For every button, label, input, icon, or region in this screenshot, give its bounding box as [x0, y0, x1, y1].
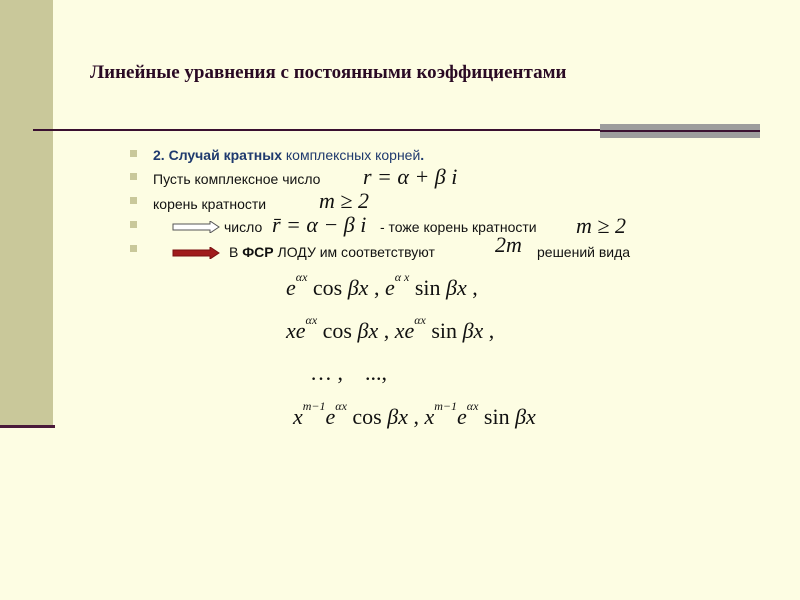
- formula-func: sin: [414, 275, 441, 300]
- hollow-arrow-icon: [172, 221, 220, 233]
- formula-exponent: m−1: [302, 399, 326, 413]
- item-text: корень кратности: [153, 196, 267, 212]
- formula-exponent: αx: [305, 313, 318, 327]
- formula-separator: ,: [472, 275, 478, 300]
- title-divider-accent: [600, 124, 760, 138]
- item-text: ЛОДУ им соответствуют: [273, 244, 435, 260]
- item-number: 2.: [153, 147, 169, 163]
- red-arrow-icon: [172, 247, 220, 259]
- item-text: комплексных корней: [282, 147, 421, 163]
- formula-term: βx: [462, 318, 484, 343]
- formula-term: e: [286, 275, 296, 300]
- item-text: число: [224, 219, 263, 235]
- formula-term: x: [293, 404, 303, 429]
- formula-term: e: [457, 404, 467, 429]
- bullet-square: [130, 173, 137, 180]
- formula-func: cos: [352, 404, 382, 429]
- item-dot: .: [420, 147, 425, 163]
- formula-func: sin: [483, 404, 510, 429]
- formula-func: cos: [312, 275, 343, 300]
- math-expression: 2m: [495, 232, 522, 257]
- math-expression: r = α + β i: [363, 164, 458, 189]
- formula-term: βx: [446, 275, 467, 300]
- bullet-square: [130, 150, 137, 157]
- formula-term: xe: [286, 318, 306, 343]
- bullet-square: [130, 221, 137, 228]
- formula-exponent: αx: [295, 270, 308, 284]
- list-item: [153, 147, 424, 163]
- formula-row-1: [286, 270, 478, 301]
- formula-term: e: [325, 404, 336, 429]
- formula-separator: ,: [373, 275, 380, 300]
- formula-term: βx: [357, 318, 379, 343]
- formula-exponent: αx: [335, 399, 347, 413]
- formula-exponent: αx: [466, 399, 479, 413]
- formula-term: x: [424, 404, 435, 429]
- formula-exponent: m−1: [434, 399, 458, 413]
- math-expression: r̄ = α − β i: [272, 212, 367, 237]
- item-prefix: В: [229, 244, 243, 260]
- formula-row-2: [286, 313, 495, 344]
- formula-func: cos: [322, 318, 352, 343]
- bullet-square: [130, 197, 137, 204]
- item-bold-text: Случай кратных: [168, 147, 282, 163]
- formula-func: sin: [431, 318, 458, 343]
- item-bold-text: ФСР: [242, 244, 274, 260]
- formula-term: βx: [387, 404, 408, 429]
- formula-exponent: α x: [394, 270, 410, 284]
- side-decor-bar: [0, 0, 53, 425]
- formula-term: xe: [394, 318, 415, 343]
- side-decor-line: [0, 425, 55, 428]
- formula-term: βx: [515, 404, 536, 429]
- list-item: [229, 244, 435, 260]
- slide-title: Линейные уравнения с постоянными коэффициентами: [90, 62, 567, 83]
- formula-row-4: [293, 399, 536, 430]
- formula-separator: ,: [383, 318, 390, 343]
- item-text: решений вида: [537, 244, 631, 260]
- formula-row-3: … , ...,: [310, 360, 387, 385]
- formula-term: βx: [347, 275, 369, 300]
- item-text: Пусть комплексное число: [153, 171, 321, 187]
- item-text: - тоже корень кратности: [380, 219, 537, 235]
- formula-exponent: αx: [414, 313, 426, 327]
- formula-separator: ,: [488, 318, 495, 343]
- math-expression: m ≥ 2: [576, 213, 626, 238]
- formula-term: e: [384, 275, 395, 300]
- formula-separator: ,: [413, 404, 419, 429]
- math-expression: m ≥ 2: [319, 188, 369, 213]
- bullet-square: [130, 245, 137, 252]
